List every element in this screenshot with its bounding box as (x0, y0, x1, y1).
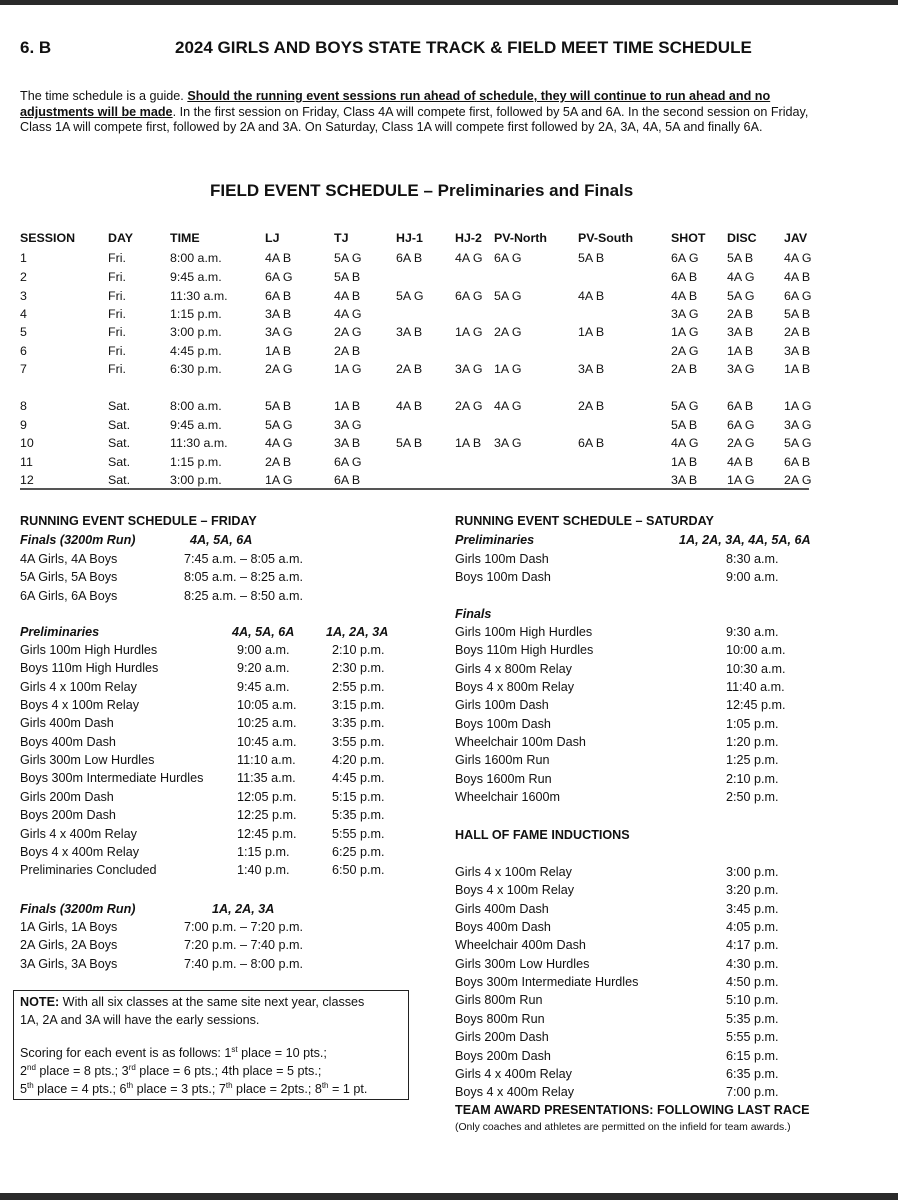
field-cell: 5A G (494, 289, 522, 303)
field-cell: 1A G (265, 473, 293, 487)
friday-prelim-time-4a-6a: 12:25 p.m. (237, 808, 297, 823)
page-title: 2024 GIRLS AND BOYS STATE TRACK & FIELD MEET TIME SCHEDULE (175, 38, 752, 57)
saturday-afternoon-time: 3:20 p.m. (726, 883, 779, 898)
friday-prelim-time-4a-6a: 9:45 a.m. (237, 679, 290, 694)
field-cell: 3A G (784, 418, 812, 432)
field-cell: 4A B (334, 289, 361, 303)
saturday-prelim-time: 8:30 a.m. (726, 552, 779, 566)
field-cell: 6A B (671, 270, 698, 284)
field-cell: 5A B (396, 436, 423, 450)
field-cell: Fri. (108, 362, 126, 376)
friday-prelim-time-1a-3a: 4:45 p.m. (332, 771, 385, 786)
friday-prelim-event: Girls 4 x 100m Relay (20, 679, 137, 694)
field-cell: 5A G (727, 289, 755, 303)
field-cell: 3A G (671, 307, 699, 321)
saturday-afternoon-time: 5:10 p.m. (726, 993, 779, 1008)
saturday-final-event: Girls 4 x 800m Relay (455, 661, 572, 676)
field-cell: 1A B (671, 455, 698, 469)
field-cell: 3A B (784, 344, 811, 358)
friday-prelim-time-4a-6a: 9:20 a.m. (237, 661, 290, 676)
friday-finals2-time: 7:00 p.m. – 7:20 p.m. (184, 920, 304, 934)
saturday-afternoon-time: 4:17 p.m. (726, 938, 779, 953)
field-cell: 6:30 p.m. (170, 362, 222, 376)
field-cell: 6A B (396, 251, 423, 265)
saturday-afternoon-time: 4:30 p.m. (726, 956, 779, 971)
field-cell: 1A B (265, 344, 292, 358)
saturday-afternoon-time: 4:05 p.m. (726, 920, 779, 935)
saturday-final-event: Boys 1600m Run (455, 771, 552, 786)
field-cell: 6A G (671, 251, 699, 265)
field-cell: 4A B (671, 289, 698, 303)
field-table-divider (20, 488, 809, 490)
field-cell: 9:45 a.m. (170, 418, 222, 432)
friday-prelim-event: Girls 200m Dash (20, 789, 114, 804)
field-cell: 5A B (334, 270, 361, 284)
field-header-time: TIME (170, 231, 200, 245)
friday-finals1-time: 8:05 a.m. – 8:25 a.m. (184, 570, 304, 585)
friday-finals1-label: Finals (3200m Run) (20, 533, 136, 547)
saturday-final-event: Boys 110m High Hurdles (455, 643, 594, 658)
friday-finals2-label: Finals (3200m Run) (20, 902, 136, 916)
field-event-title: FIELD EVENT SCHEDULE – Preliminaries and Finals (210, 181, 634, 200)
field-cell: 2A B (784, 325, 811, 339)
field-cell: 3A G (455, 362, 483, 376)
saturday-afternoon-event: Girls 800m Run (455, 993, 543, 1008)
friday-finals2-event: 1A Girls, 1A Boys (20, 920, 118, 934)
field-cell: 6A G (265, 270, 293, 284)
field-cell: 4A G (455, 251, 483, 265)
field-cell: 6A B (334, 473, 361, 487)
saturday-afternoon-time: 3:45 p.m. (726, 901, 779, 916)
field-cell: Sat. (108, 436, 131, 450)
saturday-final-time: 9:30 a.m. (726, 625, 779, 639)
field-cell: 3A B (727, 325, 754, 339)
field-cell: 5A B (784, 307, 811, 321)
friday-finals1-event: 6A Girls, 6A Boys (20, 588, 118, 603)
field-cell: 4A G (784, 251, 812, 265)
note-line2: 1A, 2A and 3A will have the early sessions. (20, 1013, 260, 1027)
friday-finals2-event: 2A Girls, 2A Boys (20, 938, 118, 953)
field-cell: 2A B (671, 362, 698, 376)
friday-prelim-time-4a-6a: 12:05 p.m. (237, 789, 297, 804)
friday-prelim-time-1a-3a: 6:50 p.m. (332, 863, 385, 878)
saturday-afternoon-event: Girls 300m Low Hurdles (455, 956, 590, 971)
friday-prelim-time-1a-3a: 5:35 p.m. (332, 808, 385, 823)
friday-prelim-time-1a-3a: 5:15 p.m. (332, 789, 385, 804)
friday-prelim-time-4a-6a: 11:10 a.m. (237, 753, 296, 768)
friday-prelim-col1: 4A, 5A, 6A (232, 625, 295, 639)
field-cell: 3A B (578, 362, 605, 376)
saturday-afternoon-time: 6:35 p.m. (726, 1066, 779, 1081)
saturday-afternoon-time: 5:55 p.m. (726, 1030, 779, 1045)
field-cell: 1A G (455, 325, 483, 339)
friday-prelim-time-1a-3a: 5:55 p.m. (332, 826, 385, 841)
saturday-afternoon-event: Boys 4 x 100m Relay (455, 883, 574, 898)
saturday-prelim-event: Boys 100m Dash (455, 570, 551, 585)
friday-prelim-time-1a-3a: 6:25 p.m. (332, 844, 385, 859)
friday-prelim-time-1a-3a: 4:20 p.m. (332, 753, 385, 768)
saturday-final-time: 10:00 a.m. (726, 643, 786, 658)
field-cell: 2A G (671, 344, 699, 358)
field-cell: 2A B (396, 362, 423, 376)
field-cell: 3A G (494, 436, 522, 450)
field-cell: 4A G (334, 307, 362, 321)
page-number: 6. B (20, 38, 52, 57)
field-cell: 6A B (727, 399, 754, 413)
field-cell: 3A G (265, 325, 293, 339)
field-cell: 5A G (334, 251, 362, 265)
field-cell: Fri. (108, 251, 126, 265)
intro-lead: The time schedule is a guide. (20, 89, 184, 103)
friday-prelim-time-1a-3a: 2:10 p.m. (332, 643, 385, 657)
friday-prelim-event: Preliminaries Concluded (20, 863, 157, 878)
field-cell: 2A G (784, 473, 812, 487)
friday-prelim-event: Girls 300m Low Hurdles (20, 753, 155, 768)
field-header-day: DAY (108, 231, 134, 245)
friday-prelim-event: Boys 4 x 400m Relay (20, 844, 139, 859)
field-cell: 1A B (455, 436, 482, 450)
saturday-final-time: 1:05 p.m. (726, 716, 779, 731)
field-cell: 5 (20, 325, 27, 339)
friday-finals1-time: 8:25 a.m. – 8:50 a.m. (184, 588, 304, 603)
friday-prelim-time-4a-6a: 10:05 a.m. (237, 698, 297, 713)
field-cell: Fri. (108, 325, 126, 339)
field-cell: 12 (20, 473, 34, 487)
friday-prelim-time-4a-6a: 1:15 p.m. (237, 844, 290, 859)
field-cell: 6A B (578, 436, 605, 450)
field-cell: 2A G (727, 436, 755, 450)
saturday-final-event: Boys 4 x 800m Relay (455, 680, 574, 695)
field-cell: Fri. (108, 307, 126, 321)
saturday-final-time: 1:25 p.m. (726, 753, 779, 768)
saturday-afternoon-event: Boys 800m Run (455, 1011, 545, 1026)
field-cell: 8:00 a.m. (170, 251, 222, 265)
field-header-shot: SHOT (671, 231, 706, 245)
friday-prelim-time-1a-3a: 2:30 p.m. (332, 661, 385, 676)
friday-title: RUNNING EVENT SCHEDULE – FRIDAY (20, 514, 257, 528)
field-header-pv-south: PV-South (578, 231, 634, 245)
saturday-afternoon-event: Boys 400m Dash (455, 920, 551, 935)
field-cell: 3A B (334, 436, 361, 450)
field-cell: 1A G (727, 473, 755, 487)
field-cell: 1 (20, 251, 27, 265)
friday-finals2-time: 7:40 p.m. – 8:00 p.m. (184, 956, 304, 971)
saturday-prelim-event: Girls 100m Dash (455, 552, 549, 566)
friday-prelim-time-1a-3a: 3:35 p.m. (332, 716, 385, 731)
field-cell: 11:30 a.m. (170, 289, 228, 303)
saturday-prelim-time: 9:00 a.m. (726, 570, 779, 585)
field-cell: 4A G (265, 436, 293, 450)
field-cell: 8 (20, 399, 27, 413)
field-cell: 6A G (784, 289, 812, 303)
friday-prelim-event: Boys 4 x 100m Relay (20, 698, 139, 713)
saturday-final-time: 2:10 p.m. (726, 771, 779, 786)
field-cell: Sat. (108, 418, 131, 432)
field-cell: Fri. (108, 344, 126, 358)
saturday-final-time: 1:20 p.m. (726, 735, 779, 750)
field-cell: 9:45 a.m. (170, 270, 222, 284)
saturday-afternoon-event: Wheelchair 400m Dash (455, 938, 586, 953)
field-header-hj-1: HJ-1 (396, 231, 423, 245)
friday-prelim-time-1a-3a: 3:15 p.m. (332, 698, 385, 713)
field-cell: 3A B (396, 325, 423, 339)
field-cell: 1:15 p.m. (170, 307, 222, 321)
field-cell: 4A G (671, 436, 699, 450)
field-cell: 10 (20, 436, 34, 450)
field-cell: 1A G (784, 399, 812, 413)
field-cell: 8:00 a.m. (170, 399, 222, 413)
field-cell: 5A G (396, 289, 424, 303)
hall-of-fame-inductions: HALL OF FAME INDUCTIONS (455, 828, 630, 842)
scoring-line1: Scoring for each event is as follows: 1st place = 10 pts.; (20, 1044, 327, 1060)
field-cell: 3A G (334, 418, 362, 432)
field-cell: 1A G (494, 362, 522, 376)
friday-prelim-event: Girls 100m High Hurdles (20, 643, 158, 657)
saturday-afternoon-event: Boys 4 x 400m Relay (455, 1085, 574, 1100)
saturday-afternoon-time: 3:00 p.m. (726, 865, 779, 879)
field-cell: 2A G (494, 325, 522, 339)
field-header-jav: JAV (784, 231, 808, 245)
team-award-note: (Only coaches and athletes are permitted on the infield for team awards.) (455, 1122, 791, 1133)
friday-finals2-time: 7:20 p.m. – 7:40 p.m. (184, 938, 304, 953)
field-cell: 3 (20, 289, 27, 303)
friday-prelim-event: Girls 400m Dash (20, 716, 114, 731)
friday-finals2-event: 3A Girls, 3A Boys (20, 956, 118, 971)
field-cell: 4A B (727, 455, 754, 469)
saturday-final-event: Girls 100m Dash (455, 698, 549, 713)
field-cell: 3A B (265, 307, 292, 321)
field-cell: Sat. (108, 399, 131, 413)
field-cell: 6 (20, 344, 27, 358)
field-cell: 4A G (494, 399, 522, 413)
saturday-final-time: 2:50 p.m. (726, 790, 779, 805)
saturday-afternoon-time: 7:00 p.m. (726, 1085, 779, 1100)
field-cell: 4 (20, 307, 27, 321)
note-label: NOTE: (20, 995, 60, 1009)
friday-prelim-time-4a-6a: 9:00 a.m. (237, 643, 290, 657)
saturday-afternoon-event: Boys 200m Dash (455, 1048, 551, 1063)
field-cell: 11:30 a.m. (170, 436, 228, 450)
saturday-final-time: 11:40 a.m. (726, 680, 785, 695)
friday-prelim-time-4a-6a: 10:25 a.m. (237, 716, 297, 731)
field-cell: 2 (20, 270, 27, 284)
field-header-tj: TJ (334, 231, 349, 245)
field-cell: Sat. (108, 473, 131, 487)
saturday-title: RUNNING EVENT SCHEDULE – SATURDAY (455, 514, 714, 528)
saturday-final-event: Wheelchair 1600m (455, 790, 560, 805)
friday-prelim-label: Preliminaries (20, 625, 100, 639)
friday-prelim-time-4a-6a: 12:45 p.m. (237, 826, 297, 841)
field-cell: 5A B (265, 399, 292, 413)
field-header-pv-north: PV-North (494, 231, 548, 245)
friday-prelim-time-4a-6a: 1:40 p.m. (237, 863, 290, 878)
friday-finals1-event: 4A Girls, 4A Boys (20, 552, 118, 566)
field-cell: 4A B (396, 399, 423, 413)
field-cell: 11 (20, 455, 33, 469)
field-cell: 7 (20, 362, 27, 376)
field-cell: 2A G (455, 399, 483, 413)
friday-prelim-event: Boys 110m High Hurdles (20, 661, 159, 676)
field-cell: 5A B (578, 251, 605, 265)
field-cell: 4A G (727, 270, 755, 284)
saturday-prelim-label: Preliminaries (455, 533, 535, 547)
saturday-afternoon-time: 5:35 p.m. (726, 1011, 779, 1026)
field-cell: 2A G (265, 362, 293, 376)
field-cell: 6A G (455, 289, 483, 303)
note-line1: NOTE: With all six classes at the same site next year, classes (20, 995, 365, 1009)
field-cell: 5A B (727, 251, 754, 265)
friday-finals1-event: 5A Girls, 5A Boys (20, 570, 118, 585)
saturday-prelim-classes: 1A, 2A, 3A, 4A, 5A, 6A (679, 533, 811, 547)
scoring-line2: 2nd place = 8 pts.; 3rd place = 6 pts.; 4th place = 5 pts.; (20, 1062, 322, 1078)
field-cell: 6A G (494, 251, 522, 265)
intro-emphasis: Should the running event sessions run ahead of schedule, they will continue to run ahead and no adjustments will be made (20, 89, 771, 119)
friday-prelim-event: Girls 4 x 400m Relay (20, 826, 137, 841)
saturday-afternoon-event: Girls 4 x 400m Relay (455, 1066, 572, 1081)
saturday-afternoon-event: Boys 300m Intermediate Hurdles (455, 975, 639, 990)
bottom-border (0, 1193, 898, 1200)
field-cell: 3A G (727, 362, 755, 376)
field-cell: 1A B (727, 344, 754, 358)
scoring-line3: 5th place = 4 pts.; 6th place = 3 pts.; 7th place = 2pts.; 8th = 1 pt. (20, 1080, 368, 1096)
field-cell: 1A G (671, 325, 699, 339)
field-header-hj-2: HJ-2 (455, 231, 482, 245)
field-cell: Fri. (108, 289, 126, 303)
saturday-final-event: Wheelchair 100m Dash (455, 735, 586, 750)
saturday-afternoon-event: Girls 200m Dash (455, 1030, 549, 1045)
field-cell: 1A B (784, 362, 811, 376)
friday-prelim-event: Boys 400m Dash (20, 734, 116, 749)
field-cell: 2A B (265, 455, 292, 469)
field-header-session: SESSION (20, 231, 76, 245)
field-cell: 3A B (671, 473, 698, 487)
field-cell: 6A G (334, 455, 362, 469)
saturday-afternoon-event: Girls 400m Dash (455, 901, 549, 916)
saturday-final-time: 10:30 a.m. (726, 661, 786, 676)
friday-finals1-classes: 4A, 5A, 6A (190, 533, 253, 547)
saturday-final-event: Boys 100m Dash (455, 716, 551, 731)
field-cell: 1:15 p.m. (170, 455, 222, 469)
friday-prelim-col2: 1A, 2A, 3A (326, 625, 389, 639)
field-cell: 2A B (334, 344, 361, 358)
saturday-afternoon-time: 4:50 p.m. (726, 975, 779, 990)
field-cell: 6A G (727, 418, 755, 432)
field-cell: 1A G (334, 362, 362, 376)
field-cell: 4A B (578, 289, 605, 303)
friday-finals1-time: 7:45 a.m. – 8:05 a.m. (184, 552, 304, 566)
saturday-final-event: Girls 100m High Hurdles (455, 625, 593, 639)
friday-prelim-event: Boys 200m Dash (20, 808, 116, 823)
field-cell: 1A B (578, 325, 605, 339)
team-award-presentations: TEAM AWARD PRESENTATIONS: FOLLOWING LAST RACE (455, 1103, 810, 1117)
field-cell: 5A G (671, 399, 699, 413)
field-cell: 3:00 p.m. (170, 473, 222, 487)
field-cell: 5A G (784, 436, 812, 450)
field-cell: 2A G (334, 325, 362, 339)
field-cell: 4A B (784, 270, 811, 284)
field-cell: 4:45 p.m. (170, 344, 222, 358)
friday-prelim-time-1a-3a: 2:55 p.m. (332, 679, 385, 694)
field-cell: 4A B (265, 251, 292, 265)
intro-rest: . In the first session on Friday, Class 4A will compete first, followed by 5A and 6A. In the second session on Friday, Class 1A will compete first, followed by 2A and 3A. On Saturday, Class 1A will compete first followed by 2A, 3A, 4A, 5A and finally 6A. (20, 104, 809, 135)
saturday-finals-label: Finals (455, 607, 492, 621)
friday-prelim-time-4a-6a: 10:45 a.m. (237, 734, 297, 749)
field-cell: Fri. (108, 270, 126, 284)
intro-paragraph (20, 89, 840, 136)
field-cell: 9 (20, 418, 27, 432)
saturday-afternoon-time: 6:15 p.m. (726, 1048, 779, 1063)
saturday-afternoon-event: Girls 4 x 100m Relay (455, 865, 572, 879)
saturday-final-event: Girls 1600m Run (455, 753, 550, 768)
field-cell: 5A G (265, 418, 293, 432)
top-border (0, 0, 898, 5)
friday-prelim-time-4a-6a: 11:35 a.m. (237, 771, 296, 786)
field-header-lj: LJ (265, 231, 280, 245)
field-cell: 6A B (265, 289, 292, 303)
friday-prelim-event: Boys 300m Intermediate Hurdles (20, 771, 204, 786)
field-cell: 6A B (784, 455, 811, 469)
field-header-disc: DISC (727, 231, 757, 245)
friday-prelim-time-1a-3a: 3:55 p.m. (332, 734, 385, 749)
field-cell: 2A B (578, 399, 605, 413)
saturday-final-time: 12:45 p.m. (726, 698, 786, 713)
friday-finals2-classes: 1A, 2A, 3A (212, 902, 275, 916)
field-cell: 5A B (671, 418, 698, 432)
field-cell: 1A B (334, 399, 361, 413)
field-cell: 3:00 p.m. (170, 325, 222, 339)
field-cell: 2A B (727, 307, 754, 321)
field-cell: Sat. (108, 455, 131, 469)
